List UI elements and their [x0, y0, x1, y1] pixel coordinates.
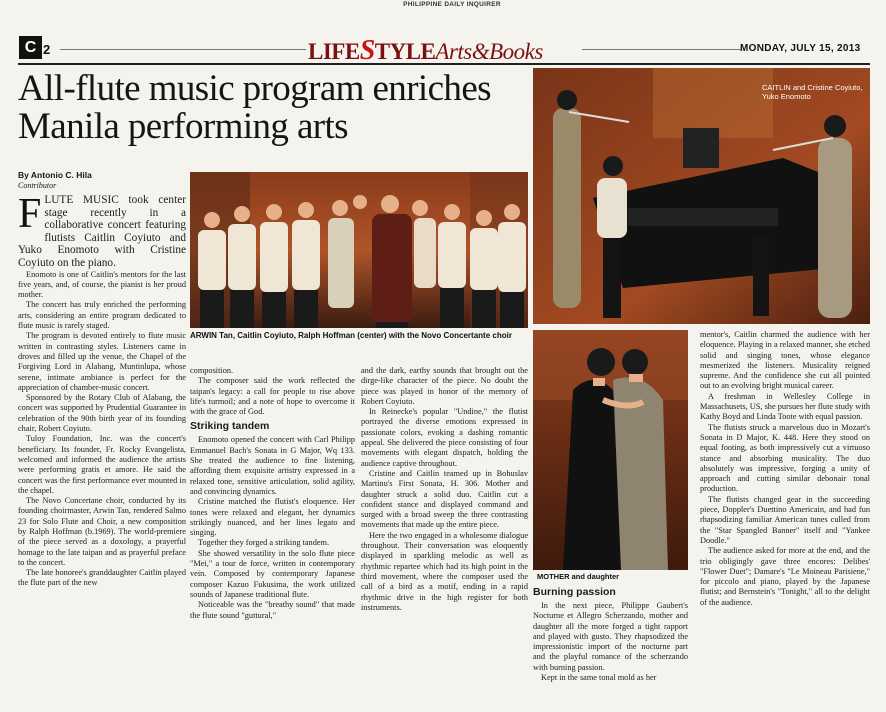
logo-tyle: TYLE	[374, 39, 436, 64]
logo-s: S	[359, 35, 375, 66]
header-rule	[18, 63, 870, 65]
byline: By Antonio C. Hila	[18, 170, 92, 180]
paragraph: A freshman in Wellesley College in Massachusets, US, she pursues her flute study with Kathy Boyd and Linda Toote with equal passion.	[700, 391, 870, 422]
section-letter-badge: C	[19, 36, 42, 59]
logo-life: LIFE	[308, 39, 360, 64]
paragraph: The composer said the work reflected the taipan's legacy: a call for people to rise above life's turmoil; and a note of hope to overcome it with the grace of God.	[190, 376, 355, 417]
mother-daughter-photo	[533, 330, 688, 570]
paragraph: She showed versatility in the solo flute piece "Mei," a tour de force, written in contemporary vein. Composed by contemporary Japanese composer Kazuo Fukusima, the work utilized sounds of Japanese traditional flute.	[190, 548, 355, 599]
headline: All-flute music program enriches Manila performing arts	[18, 68, 491, 147]
lead-text: LUTE MUSIC took center stage recently in a collaborative concert featuring flutists Caitlin Coyiuto and Yuko Enomoto with Cristine Coyiuto on the piano.	[18, 194, 186, 269]
paragraph: The late honoree's granddaughter Caitlin played the flute part of the new	[18, 568, 186, 588]
paragraph: The audience asked for more at the end, and the trio obligingly gave three encores: Delibes' "Flower Duet"; Damare's "Le Moineau Parisiene," for piccolo and piano, played by the Japanese flutist; and Bernstein's "Tonight," all to the delight of the audience.	[700, 546, 870, 607]
section-number: 2	[43, 42, 51, 57]
paragraph: Kept in the same tonal mold as her	[541, 673, 657, 683]
publication-name: PHILIPPINE DAILY INQUIRER	[403, 1, 501, 8]
paragraph: Sponsored by the Rotary Club of Alabang, the concert was supported by Prudential Guarantee in celebration of the 90th birth year of its founding chair, Robert Coyiuto.	[18, 393, 186, 434]
paragraph: Cristine and Caitlin teamed up in Bohuslav Martinu's First Sonata, H. 306. Mother and daughter struck a solid duo. Caitlin cut a confident stance and displayed command and surged with a broad sweep the three contrasting movements that made up the entire piece.	[361, 468, 528, 530]
paragraph: Tuloy Foundation, Inc. was the concert's beneficiary. Its founder, Fr. Rocky Evangelista, welcomed and informed the audience the artists were performing gratis et amore. He said the concert was the first performance ever mounted in the chapel.	[18, 434, 186, 495]
byline-role: Contributor	[18, 181, 57, 190]
trio-photo-caption: CAITLIN and Cristine Coyiuto, Yuko Enomoto	[762, 83, 863, 101]
lead-paragraph	[18, 194, 186, 270]
mother-daughter-photo-caption: MOTHER and daughter	[537, 572, 620, 581]
article-column-1	[18, 194, 186, 709]
choir-photo-caption: ARWIN Tan, Caitlin Coyiuto, Ralph Hoffman (center) with the Novo Concertante choir	[190, 331, 512, 340]
trio-photo-image	[533, 68, 870, 324]
paragraph: The flutists changed gear in the succeeding piece, Doppler's Duettino Americain, and had fun rhapsodizing familiar American tunes culled from the "Star Spangled Banner" itself and "Yankee Doodle."	[700, 494, 870, 545]
paragraph: The concert has truly enriched the performing arts, considering an entire program dedicated to flute music is rarely staged.	[18, 300, 186, 331]
choir-photo-image	[190, 172, 528, 328]
masthead-rule-right	[582, 49, 742, 50]
masthead-rule-left	[60, 49, 306, 50]
paragraph: and the dark, earthy sounds that brought out the dirge-like character of the piece. No doubt the piece was played in honor of the memory of Robert Coyiuto.	[361, 366, 528, 406]
mother-daughter-photo-image	[533, 330, 688, 570]
logo-arts-books: Arts&Books	[435, 39, 543, 64]
paragraph: Cristine matched the flutist's eloquence. Her tones were relaxed and elegant, her dynamics strikingly nuanced, and her lines legato and singing.	[190, 497, 355, 538]
paragraph: mentor's, Caitlin charmed the audience with her eloquence. Playing in a relaxed manner, she etched solid and singing tones, whose elegance mesmerized the listeners. Musicality reigned supreme. And the confidence she cut all pointed out to an evolving bright musical career.	[700, 330, 870, 391]
article-column-2	[190, 366, 355, 709]
paragraph: Noticeable was the "breathy sound" that made the flute sound "guttural,"	[190, 600, 355, 620]
subheading: Burning passion	[533, 586, 616, 598]
drop-cap: F	[18, 194, 42, 237]
paragraph: In the next piece, Philippe Gaubert's Nocturne et Allegro Scherzando, mother and daughter all the more forged a tight rapport and played with gusto. They rhapsodized the impressionistic import of the nocturne part and the playful romance of the scherzando with burning passion.	[533, 601, 688, 672]
paragraph: Enomoto is one of Caitlin's mentors for the last five years, and, of course, the pianist is her proud mother.	[18, 269, 186, 300]
article-column-3	[361, 366, 528, 709]
trio-photo	[533, 68, 870, 324]
subheading: Striking tandem	[190, 420, 270, 433]
paragraph: Here the two engaged in a wholesome dialogue throughout. Their conversation was eloquently displayed in sparkling melodic as well as rhythmic repartee which had its high point in the third movement, where the composer used the call of a bird as a motif, ending in a rapid rhythmic drive in the high register for both instruments.	[361, 530, 528, 612]
paragraph: The flutists struck a marvelous duo in Mozart's Sonata in D Major, K. 448. Here they stood on equal footing, as both impressively cut a virtuoso stance and absorbing musicality. The duo absolutely was impressive, forging a unity of approach and cutting similar debonair tonal production.	[700, 422, 870, 494]
paragraph: composition.	[190, 366, 234, 375]
paragraph: The program is devoted entirely to flute music written in contrasting styles. Listeners came in droves and filled up the venue, the Chapel of the Forgiving Lord in Alabang, Muntinlupa, whose serene, intimate ambiance is perfect for the appreciation of chamber-music concert.	[18, 331, 186, 392]
paragraph: Together they forged a striking tandem.	[198, 538, 330, 548]
article-column-4	[533, 583, 688, 709]
paragraph: In Reinecke's popular "Undine," the flutist portrayed the diverse emotions expressed in passionate colors, evoking a dashing romantic appeal. She delivered the piece consisting of four movements with elegant dispatch, holding the audience captive throughout.	[361, 407, 528, 468]
issue-date: MONDAY, JULY 15, 2013	[740, 43, 861, 54]
choir-photo	[190, 172, 528, 328]
paragraph: Enomoto opened the concert with Carl Philipp Emmanuel Bach's Sonata in G Major, Wq 133. She treated the audience to fine listening, affording them exquisite artistry expressed in a relaxed tone, sensitive articulation, solid agility, and convincing dynamics.	[190, 435, 355, 496]
article-column-5	[700, 330, 870, 709]
paragraph: The Novo Concertane choir, conducted by its founding choirmaster, Arwin Tan, rendered Salmo 23 for Solo Flute and Choir, a new composition by Ralph Hoffman (b.1969). The world-premiere of the piece served as a doxology, a prayerful homage to the late taipan and as prayerful preface to the concert.	[18, 496, 186, 567]
